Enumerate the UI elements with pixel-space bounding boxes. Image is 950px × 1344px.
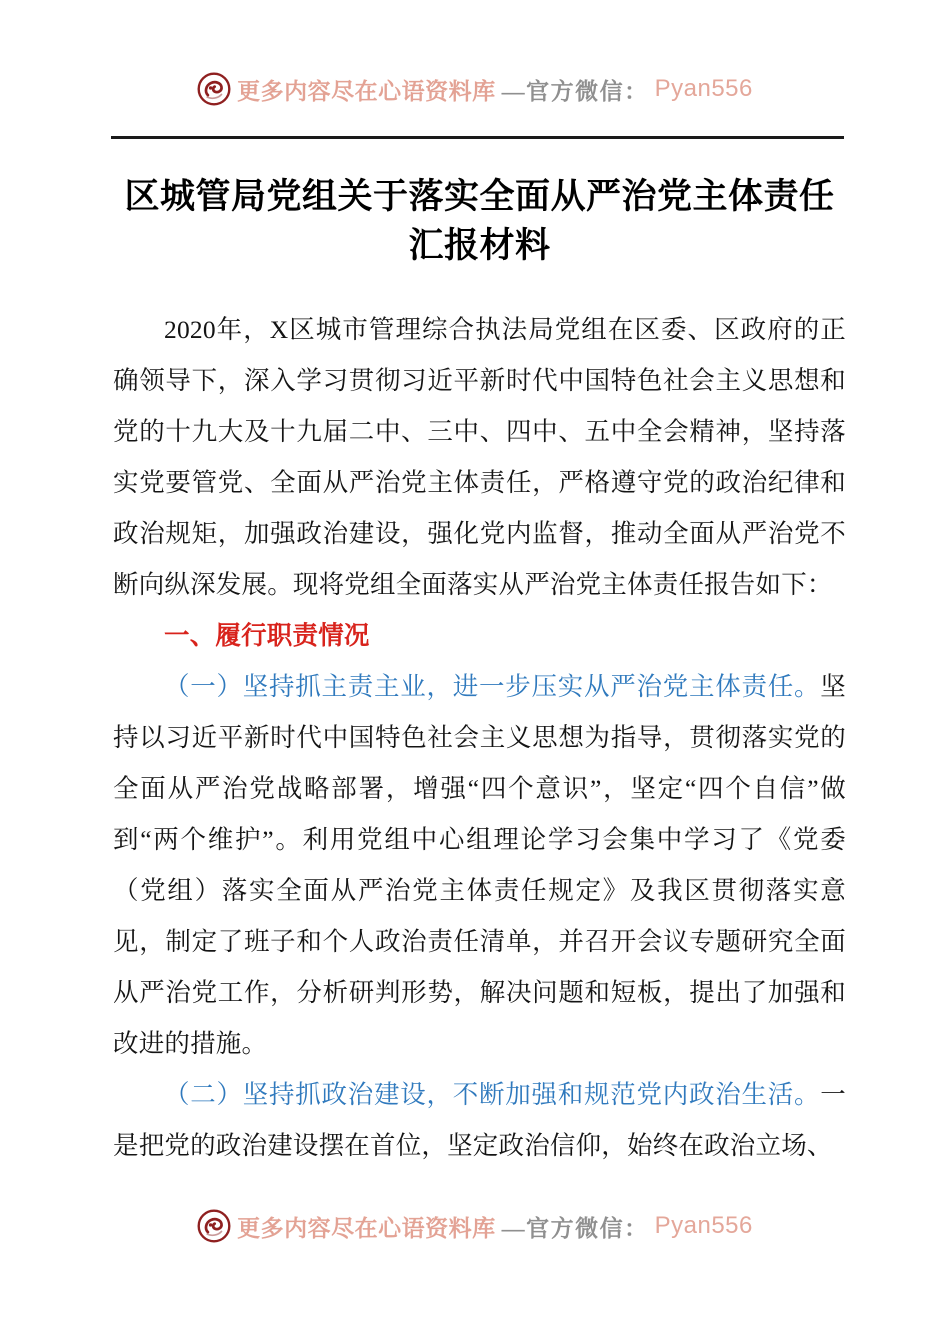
watermark-brand-text: 更多内容尽在心语资料库	[237, 78, 496, 104]
circular-seal-logo-icon	[197, 72, 231, 106]
subsection-2-label: （二）坚持抓政治建设，不断加强和规范党内政治生活。	[164, 1080, 821, 1109]
paragraph-subsection-2	[113, 1069, 846, 1171]
page-title	[113, 172, 846, 270]
section-heading-1: 一、履行职责情况	[164, 621, 370, 650]
header-divider-rule	[111, 136, 844, 139]
watermark-channel-text: —官方微信：	[501, 78, 649, 104]
footer-watermark	[0, 1209, 950, 1243]
watermark-channel-text: —官方微信：	[501, 1215, 649, 1241]
paragraph-subsection-1	[113, 661, 846, 1069]
page-title-line-1: 区城管局党组关于落实全面从严治党主体责任	[124, 177, 835, 216]
watermark-wechat-id: Pyan556	[654, 75, 753, 102]
header-watermark	[0, 72, 950, 106]
watermark-brand-text: 更多内容尽在心语资料库	[237, 1215, 496, 1241]
subsection-2-body: 一是把党的政治建设摆在首位，坚定政治信仰，始终在政治立场、	[113, 1080, 846, 1160]
subsection-1-label: （一）坚持抓主责主业，进一步压实从严治党主体责任。	[164, 672, 821, 701]
paragraph-intro: 2020年，X区城市管理综合执法局党组在区委、区政府的正确领导下，深入学习贯彻习近平新时代中国特色社会主义思想和党的十九大及十九届二中、三中、四中、五中全会精神，坚持落实党要管党、全面从严治党主体责任，严格遵守党的政治纪律和政治规矩，加强政治建设，强化党内监督，推动全面从严治党不断向纵深发展。现将党组全面落实从严治党主体责任报告如下：	[113, 315, 846, 599]
watermark-wechat-id: Pyan556	[654, 1212, 753, 1239]
circular-seal-logo-icon	[197, 1209, 231, 1243]
document-content	[113, 172, 846, 1171]
subsection-1-body: 坚持以习近平新时代中国特色社会主义思想为指导，贯彻落实党的全面从严治党战略部署，增强“四个意识”，坚定“四个自信”做到“两个维护”。利用党组中心组理论学习会集中学习了《党委（党组）落实全面从严治党主体责任规定》及我区贯彻落实意见，制定了班子和个人政治责任清单，并召开会议专题研究全面从严治党工作，分析研判形势，解决问题和短板，提出了加强和改进的措施。	[113, 672, 846, 1058]
page-title-line-2: 汇报材料	[408, 226, 551, 265]
